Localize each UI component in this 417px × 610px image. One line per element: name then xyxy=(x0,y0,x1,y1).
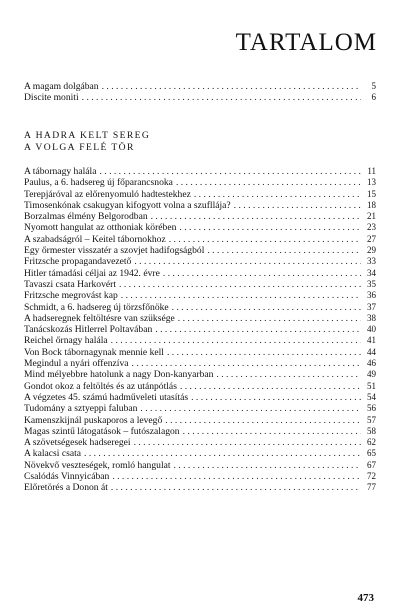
toc-entry-title: Tavaszi csata Harkovért xyxy=(24,278,117,290)
toc-entry-page: 51 xyxy=(367,380,376,391)
toc-entry-title: A szabadságról – Keitel tábornokhoz xyxy=(24,233,166,245)
toc-entry-page: 36 xyxy=(367,290,376,301)
toc-entry xyxy=(24,426,376,437)
toc-entry xyxy=(24,358,376,369)
toc-entry xyxy=(24,448,376,459)
section-heading-line: A VOLGA FELÉ TÖR xyxy=(24,142,135,153)
toc-entry xyxy=(24,381,376,392)
toc-entry-page: 23 xyxy=(367,222,376,233)
toc-entry-title: Discite moniti xyxy=(24,92,79,104)
dot-leader xyxy=(140,403,361,414)
toc-entry xyxy=(24,415,376,426)
toc-entry-page: 11 xyxy=(367,166,376,176)
page-number: 473 xyxy=(357,592,374,604)
dot-leader xyxy=(151,211,361,222)
toc-entry-page: 37 xyxy=(367,301,376,312)
toc-entry xyxy=(24,335,376,346)
toc-entry xyxy=(24,234,376,245)
toc-entry xyxy=(24,313,376,324)
dot-leader xyxy=(179,222,361,233)
toc-entry-page: 41 xyxy=(367,335,376,346)
toc-entry xyxy=(24,302,376,313)
dot-leader xyxy=(183,426,361,437)
dot-leader xyxy=(191,392,361,403)
toc-entry xyxy=(24,211,376,222)
toc-entry xyxy=(24,347,376,358)
toc-entry xyxy=(24,460,376,471)
dot-leader xyxy=(119,279,361,290)
toc-entry-page: 34 xyxy=(367,267,376,278)
toc-entry-title: A hadseregnek feltöltésre van szüksége xyxy=(24,312,175,324)
toc-entry-title: Reichel őrnagy halála xyxy=(24,335,108,347)
toc-entry-page: 5 xyxy=(371,81,376,91)
toc-entry-title: Előretörés a Donon át xyxy=(24,482,108,494)
toc-entry-title: Egy őrmester visszatér a szovjet hadifogságból xyxy=(24,245,205,257)
toc-entry-title: A tábornagy halála xyxy=(24,166,97,177)
toc-entry-title: Nyomott hangulat az otthoniak körében xyxy=(24,222,177,234)
toc-entry-title: Schmidt, a 6. hadsereg új törzsfőnöke xyxy=(24,301,169,313)
dot-leader xyxy=(167,347,361,358)
toc-entry xyxy=(24,392,376,403)
toc-entry-title: Fritzsche megrovást kap xyxy=(24,290,118,302)
toc-entry-title: Tanácskozás Hitlerrel Poltavában xyxy=(24,324,153,336)
toc-entry-title: Csalódás Vinnyicában xyxy=(24,471,110,483)
dot-leader xyxy=(174,460,361,471)
dot-leader xyxy=(180,381,361,392)
toc-entry-page: 62 xyxy=(367,437,376,448)
toc-entry xyxy=(24,200,376,211)
toc-entry-title: Fritzsche propagandavezető xyxy=(24,256,132,268)
dot-leader xyxy=(82,92,361,103)
toc-entry xyxy=(24,403,376,414)
toc-entry xyxy=(24,471,376,482)
toc-entry-page: 15 xyxy=(367,188,376,199)
dot-leader xyxy=(121,290,361,301)
toc-entry xyxy=(24,177,376,188)
toc-entry-title: Növekvő veszteségek, romló hangulat xyxy=(24,459,171,471)
toc-entry-title: Kamenszkijnál puskaporos a levegő xyxy=(24,414,163,426)
dot-leader xyxy=(172,302,361,313)
toc-entry-page: 54 xyxy=(367,391,376,402)
intro-entries xyxy=(24,81,376,104)
toc-entry-page: 13 xyxy=(367,177,376,188)
toc-entry xyxy=(24,268,376,279)
toc-entry-page: 18 xyxy=(367,199,376,210)
dot-leader xyxy=(163,268,361,279)
section-entries xyxy=(24,166,376,494)
dot-leader xyxy=(112,471,361,482)
toc-entry-title: Magas szintű látogatások – futószalagon xyxy=(24,425,180,437)
dot-leader xyxy=(132,358,361,369)
dot-leader xyxy=(134,437,361,448)
toc-entry-page: 27 xyxy=(367,233,376,244)
toc-entry xyxy=(24,369,376,380)
dot-leader xyxy=(102,81,361,92)
dot-leader xyxy=(207,245,361,256)
toc-entry-page: 49 xyxy=(367,369,376,380)
toc-entry-page: 21 xyxy=(367,211,376,222)
toc-entry-title: Tudomány a sztyeppi faluban xyxy=(24,403,138,415)
toc-entry xyxy=(24,256,376,267)
toc-entry-page: 56 xyxy=(367,403,376,414)
toc-entry-page: 46 xyxy=(367,358,376,369)
toc-entry-page: 40 xyxy=(367,324,376,335)
toc-entry xyxy=(24,81,376,92)
toc-entry xyxy=(24,189,376,200)
toc-entry-title: A magam dolgában xyxy=(24,81,99,92)
toc-entry-title: Timosenkónak csakugyan kifogyott volna a szufllája? xyxy=(24,199,231,211)
toc-entry-page: 38 xyxy=(367,312,376,323)
dot-leader xyxy=(134,256,361,267)
dot-leader xyxy=(111,335,361,346)
dot-leader xyxy=(194,189,361,200)
toc-entry xyxy=(24,245,376,256)
section-heading xyxy=(24,130,150,154)
toc-entry-title: Terepjáróval az előrenyomuló hadtestekhez xyxy=(24,188,191,200)
toc-entry xyxy=(24,166,376,177)
dot-leader xyxy=(216,369,361,380)
dot-leader xyxy=(99,166,361,177)
dot-leader xyxy=(176,177,361,188)
toc-entry xyxy=(24,222,376,233)
toc-entry-title: Borzalmas élmény Belgorodban xyxy=(24,211,148,223)
toc-entry xyxy=(24,324,376,335)
toc-entry-title: Megindul a nyári offenzíva xyxy=(24,358,129,370)
toc-entry-title: Hitler támadási céljai az 1942. évre xyxy=(24,267,160,279)
toc-entry-page: 44 xyxy=(367,346,376,357)
toc-entry-page: 33 xyxy=(367,256,376,267)
toc-entry xyxy=(24,482,376,493)
toc-entry-title: Von Bock tábornagynak mennie kell xyxy=(24,346,164,358)
section-heading-line: A HADRA KELT SEREG xyxy=(24,130,151,141)
toc-entry-page: 77 xyxy=(367,482,376,493)
page-title: TARTALOM xyxy=(235,29,377,56)
toc-entry-title: A kalacsi csata xyxy=(24,448,82,460)
toc-entry xyxy=(24,437,376,448)
toc-entry-page: 29 xyxy=(367,245,376,256)
toc-entry xyxy=(24,279,376,290)
toc-entry-title: A végzetes 45. számú hadműveleti utasítás xyxy=(24,391,189,403)
toc-entry-title: Mind mélyebbre hatolunk a nagy Don-kanyarban xyxy=(24,369,214,381)
toc-entry-page: 65 xyxy=(367,448,376,459)
toc-entry-page: 67 xyxy=(367,459,376,470)
dot-leader xyxy=(155,324,361,335)
dot-leader xyxy=(111,482,361,493)
toc-entry-title: Paulus, a 6. hadsereg új főparancsnoka xyxy=(24,177,173,189)
dot-leader xyxy=(165,415,361,426)
toc-entry xyxy=(24,92,376,103)
toc-entry xyxy=(24,290,376,301)
dot-leader xyxy=(234,200,361,211)
toc-entry-page: 58 xyxy=(367,425,376,436)
toc-entry-page: 6 xyxy=(371,92,376,103)
toc-entry-title: A szövetségesek hadseregei xyxy=(24,437,131,449)
toc-entry-page: 35 xyxy=(367,278,376,289)
dot-leader xyxy=(169,234,361,245)
dot-leader xyxy=(178,313,361,324)
toc-entry-page: 72 xyxy=(367,471,376,482)
toc-entry-page: 57 xyxy=(367,414,376,425)
dot-leader xyxy=(84,448,361,459)
toc-entry-title: Gondot okoz a feltöltés és az utánpótlás xyxy=(24,380,177,392)
